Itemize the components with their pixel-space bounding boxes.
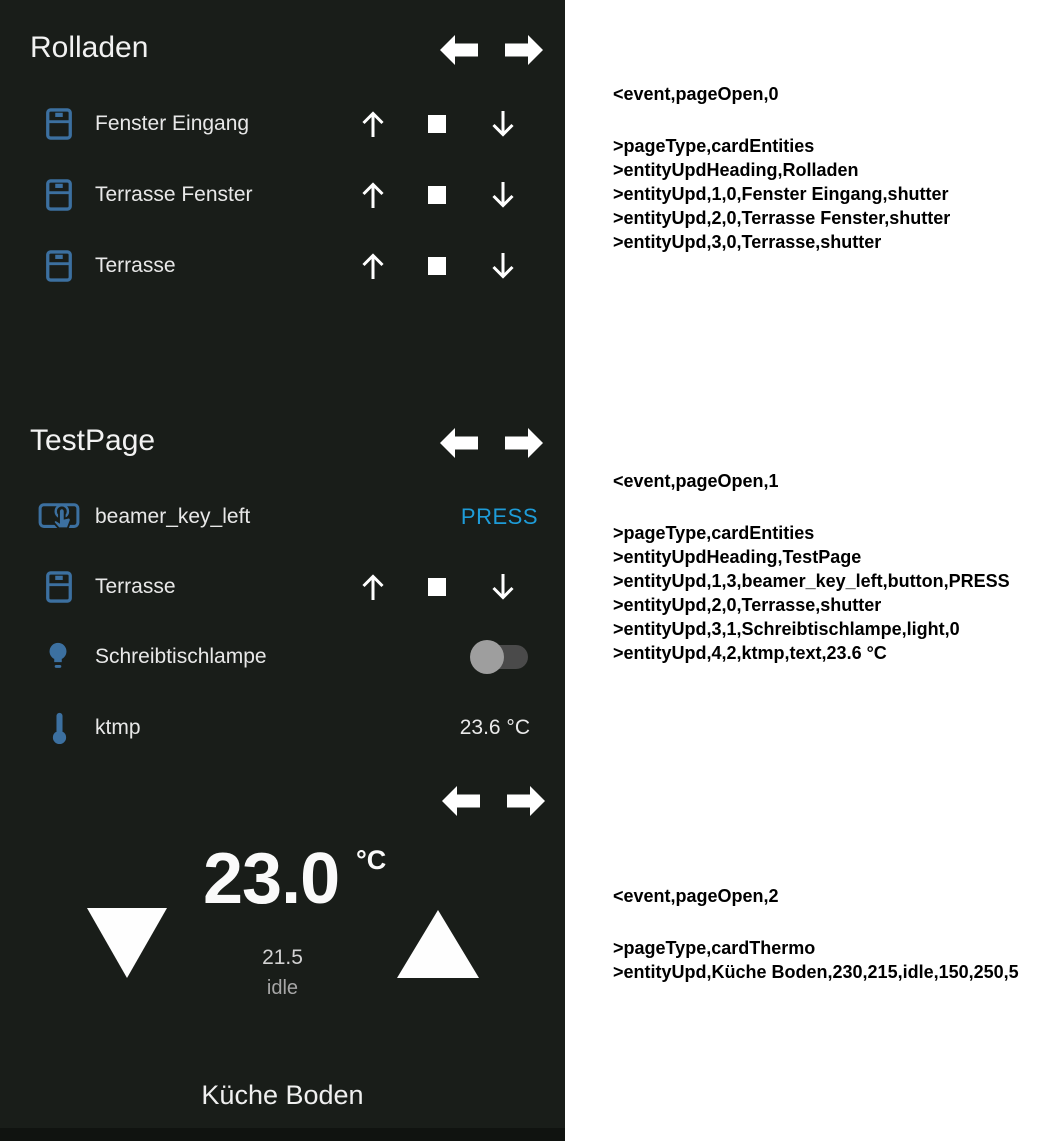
nav-prev-button[interactable] xyxy=(442,786,480,816)
log-event-line: <event,pageOpen,0 xyxy=(613,84,779,104)
log-block-page0 xyxy=(613,82,950,254)
window-shutter-icon xyxy=(44,570,74,604)
shutter-up-button[interactable] xyxy=(360,250,386,282)
entity-row-terrasse-fenster xyxy=(0,176,565,214)
shutter-stop-button[interactable] xyxy=(428,115,446,133)
log-line: >entityUpd,Küche Boden,230,215,idle,150,250,5 xyxy=(613,962,1019,982)
lightbulb-icon xyxy=(46,641,70,673)
log-line: >pageType,cardEntities xyxy=(613,523,815,543)
log-line: >entityUpd,1,3,beamer_key_left,button,PRESS xyxy=(613,571,1010,591)
shutter-stop-button[interactable] xyxy=(428,186,446,204)
shutter-down-button[interactable] xyxy=(490,571,516,603)
log-line: >entityUpd,2,0,Terrasse,shutter xyxy=(613,595,882,615)
arrow-right-icon xyxy=(505,35,543,65)
log-event-line: <event,pageOpen,2 xyxy=(613,886,779,906)
gesture-tap-button-icon xyxy=(38,500,80,534)
nav-next-button[interactable] xyxy=(507,786,545,816)
log-block-page1 xyxy=(613,469,1010,665)
arrow-left-icon xyxy=(440,428,478,458)
text-entity-value: 23.6 °C xyxy=(459,716,530,739)
entity-label: Terrasse xyxy=(95,575,176,598)
entity-row-ktmp xyxy=(0,709,565,747)
light-toggle-switch[interactable] xyxy=(470,640,528,674)
card-heading-rolladen: Rolladen xyxy=(30,31,149,64)
nav-prev-button[interactable] xyxy=(440,428,478,458)
current-temperature: 23.0 xyxy=(203,839,340,919)
entity-label: ktmp xyxy=(95,716,141,739)
log-line: >entityUpdHeading,TestPage xyxy=(613,547,862,567)
target-temperature: 21.5 xyxy=(262,946,303,969)
nav-prev-button[interactable] xyxy=(440,35,478,65)
nav-next-button[interactable] xyxy=(505,428,543,458)
temperature-unit: °C xyxy=(356,845,387,875)
shutter-down-button[interactable] xyxy=(490,250,516,282)
panel-bottom-strip xyxy=(0,1128,565,1141)
log-line: >entityUpd,3,1,Schreibtischlampe,light,0 xyxy=(613,619,960,639)
arrow-right-icon xyxy=(505,428,543,458)
thermometer-icon xyxy=(50,711,69,745)
shutter-up-button[interactable] xyxy=(360,179,386,211)
window-shutter-icon xyxy=(44,178,74,212)
log-line: >entityUpd,4,2,ktmp,text,23.6 °C xyxy=(613,643,887,663)
shutter-down-button[interactable] xyxy=(490,108,516,140)
log-line: >entityUpd,1,0,Fenster Eingang,shutter xyxy=(613,184,949,204)
entity-row-beamer-key-left xyxy=(0,498,565,536)
arrow-left-icon xyxy=(440,35,478,65)
nav-next-button[interactable] xyxy=(505,35,543,65)
arrow-right-icon xyxy=(507,786,545,816)
card-heading-testpage: TestPage xyxy=(30,424,156,457)
log-line: >entityUpdHeading,Rolladen xyxy=(613,160,859,180)
window-shutter-icon xyxy=(44,249,74,283)
press-button[interactable]: PRESS xyxy=(460,504,538,529)
entity-row-terrasse-2 xyxy=(0,568,565,606)
log-line: >pageType,cardEntities xyxy=(613,136,815,156)
log-line: >entityUpd,3,0,Terrasse,shutter xyxy=(613,232,882,252)
log-line: >entityUpd,2,0,Terrasse Fenster,shutter xyxy=(613,208,951,228)
entity-label: Fenster Eingang xyxy=(95,112,250,135)
toggle-knob xyxy=(470,640,504,674)
shutter-up-button[interactable] xyxy=(360,108,386,140)
log-line: >pageType,cardThermo xyxy=(613,938,816,958)
shutter-stop-button[interactable] xyxy=(428,578,446,596)
entity-label: Terrasse Fenster xyxy=(95,183,253,206)
window-shutter-icon xyxy=(44,107,74,141)
log-block-page2 xyxy=(613,884,1019,984)
arrow-left-icon xyxy=(442,786,480,816)
entity-row-terrasse xyxy=(0,247,565,285)
shutter-down-button[interactable] xyxy=(490,179,516,211)
entity-row-schreibtischlampe xyxy=(0,638,565,676)
log-event-line: <event,pageOpen,1 xyxy=(613,471,779,491)
entity-label: beamer_key_left xyxy=(95,505,251,528)
entity-row-fenster-eingang xyxy=(0,105,565,143)
thermo-title: Küche Boden xyxy=(201,1080,364,1110)
hvac-state: idle xyxy=(266,977,299,999)
entity-label: Schreibtischlampe xyxy=(95,645,267,668)
shutter-up-button[interactable] xyxy=(360,571,386,603)
entity-label: Terrasse xyxy=(95,254,176,277)
shutter-stop-button[interactable] xyxy=(428,257,446,275)
